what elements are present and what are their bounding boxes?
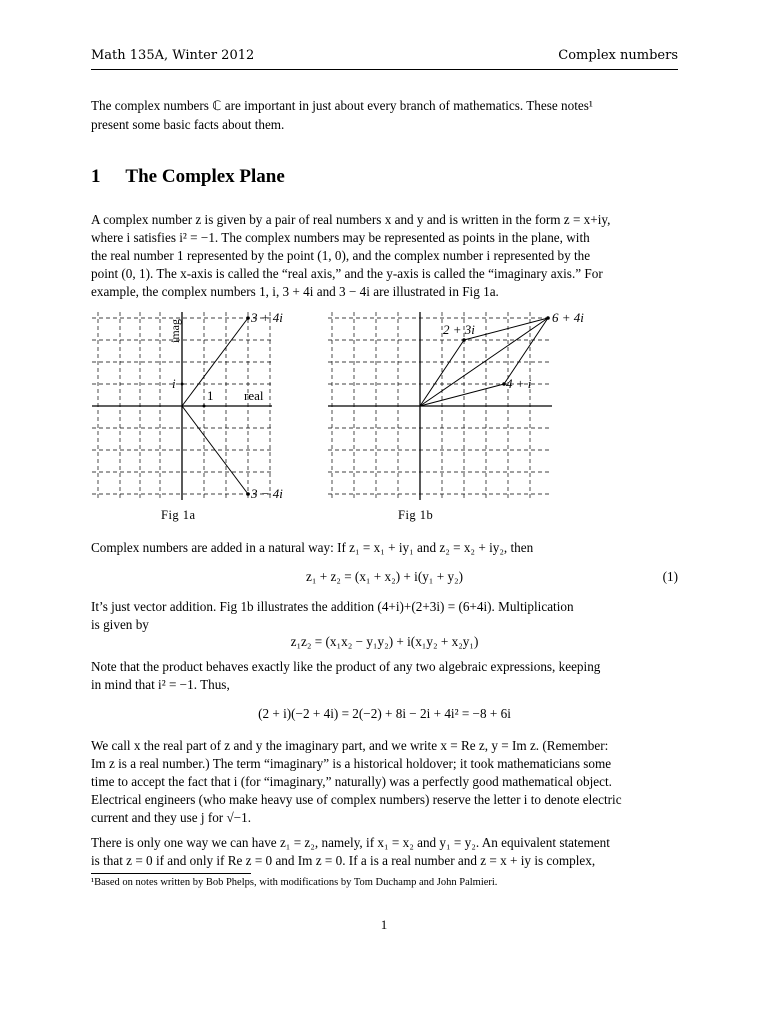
point-3-minus-4i (246, 492, 250, 496)
para1-line-1: A complex number z is given by a pair of real numbers x and y and is written in the form z = x+iy, (91, 212, 611, 227)
section-heading (91, 166, 285, 188)
para6-line-2: is that z = 0 if and only if Re z = 0 and Im z = 0. If a is a real number and z = x + iy is complex, (91, 853, 596, 868)
para6-line-1: There is only one way we can have z₁ = z₂, namely, if x₁ = x₂ and y₁ = y₂. An equivalent statement (91, 835, 610, 850)
label-1: 1 (207, 388, 214, 403)
point-i (181, 383, 184, 386)
para5-line-5: current and they use j for √−1. (91, 810, 252, 825)
point-1 (203, 405, 206, 408)
para4-line-1: Note that the product behaves exactly like the product of any two algebraic expressions, keeping (91, 659, 601, 674)
para3-line-1: It’s just vector addition. Fig 1b illustrates the addition (4+i)+(2+3i) = (6+4i). Multiplication (91, 599, 574, 614)
figure-1a (91, 306, 291, 506)
point-3-plus-4i (246, 316, 250, 320)
para1-line-3: the real number 1 represented by the point (1, 0), and the complex number i represented by the (91, 248, 591, 263)
label-6-plus-4i: 6 + 4i (552, 310, 584, 325)
equation-1: z₁ + z₂ = (x₁ + x₂) + i(y₁ + y₂) (305, 569, 464, 584)
header-rule (91, 69, 678, 70)
para5-line-3: time to accept the fact that i (for “imaginary,” naturally) was a perfectly good mathematical object. (91, 774, 612, 789)
para4-line-2: in mind that i² = −1. Thus, (91, 677, 230, 692)
label-3-minus-4i: 3 − 4i (251, 486, 283, 501)
para1-line-5: example, the complex numbers 1, i, 3 + 4i and 3 − 4i are illustrated in Fig 1a. (91, 284, 499, 299)
section-title: The Complex Plane (125, 166, 285, 187)
para5-line-4: Electrical engineers (who make heavy use of complex numbers) reserve the letter i to denote electric (91, 792, 622, 807)
label-imag: imag (168, 319, 182, 343)
para5-line-2: Im z is a real number.) The term “imaginary” is a historical holdover; it took mathematicians some (91, 756, 612, 771)
equation-multiplication: z₁z₂ = (x₁x₂ − y₁y₂) + i(x₁y₂ + x₂y₁) (290, 634, 479, 649)
label-4-plus-i: 4 + i (506, 376, 532, 391)
vector-6-plus-4i (420, 318, 548, 406)
page-number: 1 (380, 917, 388, 932)
section-number: 1 (91, 166, 101, 187)
equation-1-number: (1) (662, 569, 678, 584)
label-real: real (244, 388, 264, 403)
point-2-plus-3i (462, 338, 466, 342)
caption-fig-1a: Fig 1a (161, 508, 196, 522)
label-2-plus-3i: 2 + 3i (443, 322, 475, 337)
label-i: i (172, 376, 176, 391)
intro-line-2: present some basic facts about them. (91, 117, 285, 132)
para1-line-4: point (0, 1). The x-axis is called the “real axis,” and the y-axis is called the “imaginary axis.” For (91, 266, 603, 281)
point-6-plus-4i (546, 316, 550, 320)
label-3-plus-4i: 3 + 4i (251, 310, 283, 325)
para3-line-2: is given by (91, 617, 149, 632)
caption-fig-1b: Fig 1b (398, 508, 434, 522)
para2: Complex numbers are added in a natural way: If z₁ = x₁ + iy₁ and z₂ = x₂ + iy₂, then (91, 540, 534, 555)
running-header (91, 48, 678, 68)
footnote-rule (91, 873, 251, 874)
para1-line-2: where i satisfies i² = −1. The complex numbers may be represented as points in the plane, with (91, 230, 590, 245)
equation-example: (2 + i)(−2 + 4i) = 2(−2) + 8i − 2i + 4i² = −8 + 6i (258, 706, 511, 721)
course-title: Math 135A, Winter 2012 (91, 48, 255, 63)
figure-1b (325, 306, 595, 506)
para5-line-1: We call x the real part of z and y the imaginary part, and we write x = Re z, y = Im z. (Remember: (91, 738, 609, 753)
footnote: ¹Based on notes written by Bob Phelps, with modifications by Tom Duchamp and John Palmieri. (91, 877, 498, 888)
intro-line-1: The complex numbers ℂ are important in just about every branch of mathematics. These notes¹ (91, 98, 593, 113)
document-title: Complex numbers (558, 48, 678, 63)
